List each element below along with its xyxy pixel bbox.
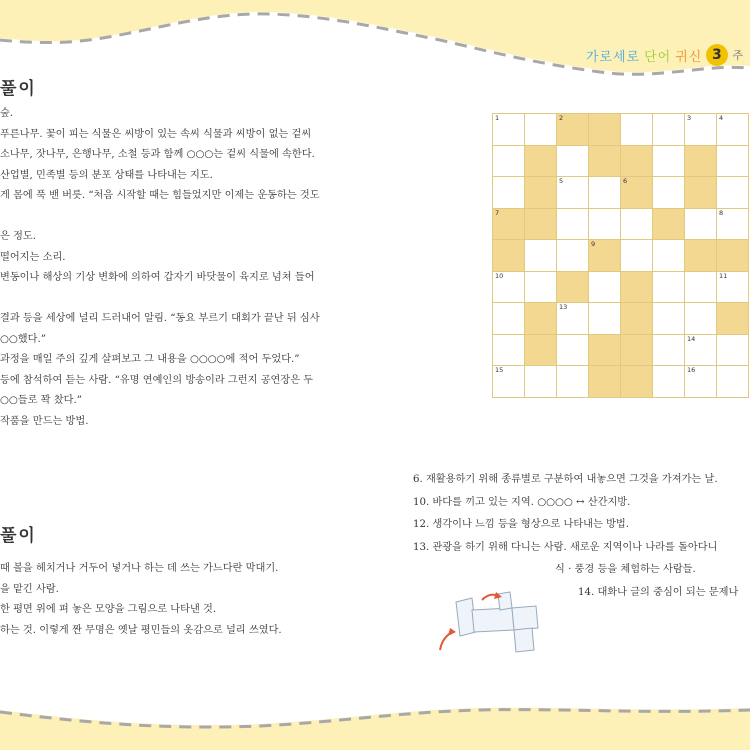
crossword-block-cell <box>684 176 717 209</box>
clue-line: 떨어지는 소리. <box>0 251 66 263</box>
crossword-block-cell <box>556 271 589 304</box>
crossword-answer-cell[interactable] <box>492 113 525 146</box>
clue-line: 숲. <box>0 108 14 119</box>
crossword-answer-cell[interactable] <box>716 271 749 304</box>
clue-line: 작품을 만드는 방법. <box>0 415 89 427</box>
down-section-title: 풀이 <box>0 526 37 546</box>
crossword-answer-cell[interactable] <box>684 271 717 304</box>
clue-line <box>0 207 320 228</box>
clue-line: 하는 것. 이렇게 짠 무명은 옛날 평민들의 옷감으로 널리 쓰였다. <box>0 624 282 636</box>
clue-number: 11 <box>719 271 728 280</box>
clue-line <box>0 289 320 310</box>
crossword-block-cell <box>716 302 749 335</box>
crossword-block-cell <box>684 145 717 178</box>
page-header-label <box>586 44 744 66</box>
header-title-part3: 귀신 <box>675 49 703 65</box>
crossword-answer-cell[interactable] <box>684 208 717 241</box>
crossword-answer-cell[interactable] <box>652 302 685 335</box>
chapter-tail: 주 <box>732 49 744 62</box>
clue-line: 때 볼을 헤치거나 거두어 넣거나 하는 데 쓰는 가느다란 막대기. <box>0 563 279 574</box>
crossword-block-cell <box>620 145 653 178</box>
crossword-grid <box>492 113 750 401</box>
crossword-block-cell <box>492 239 525 272</box>
crossword-answer-cell[interactable] <box>492 365 525 398</box>
across-section-title: 풀이 <box>0 79 37 99</box>
crossword-block-cell <box>556 113 589 146</box>
clue-line: 10. 바다를 끼고 있는 지역. ○○○○ ↔ 산간지방. <box>413 496 631 508</box>
crossword-answer-cell[interactable] <box>556 365 589 398</box>
crossword-answer-cell[interactable] <box>652 239 685 272</box>
crossword-block-cell <box>524 145 557 178</box>
crossword-block-cell <box>620 334 653 367</box>
crossword-answer-cell[interactable] <box>556 208 589 241</box>
crossword-answer-cell[interactable] <box>556 334 589 367</box>
clue-line: 은 정도. <box>0 231 36 242</box>
crossword-answer-cell[interactable] <box>524 239 557 272</box>
clue-line: 변동이나 해상의 기상 변화에 의하여 갑자기 바닷물이 육지로 넘쳐 들어 <box>0 272 315 283</box>
crossword-block-cell <box>524 302 557 335</box>
clue-line: 소나무, 잣나무, 은행나무, 소철 등과 함께 ○○○는 겉씨 식물에 속한다. <box>0 149 315 160</box>
clue-number: 7 <box>495 208 500 217</box>
crossword-answer-cell[interactable] <box>588 302 621 335</box>
clue-number: 10 <box>495 271 504 280</box>
crossword-answer-cell[interactable] <box>716 365 749 398</box>
crossword-answer-cell[interactable] <box>652 176 685 209</box>
crossword-answer-cell[interactable] <box>716 113 749 146</box>
clue-line: 12. 생각이나 느낌 등을 형상으로 나타내는 방법. <box>413 519 630 530</box>
clue-number: 4 <box>719 114 724 122</box>
crossword-answer-cell[interactable] <box>492 176 525 209</box>
crossword-block-cell <box>620 271 653 304</box>
crossword-answer-cell[interactable] <box>716 176 749 209</box>
clue-line: ○○들로 꽉 찼다.” <box>0 395 82 406</box>
crossword-answer-cell[interactable] <box>620 239 653 272</box>
crossword-answer-cell[interactable] <box>652 334 685 367</box>
crossword-answer-cell[interactable] <box>524 271 557 304</box>
clue-line: 6. 재활용하기 위해 종류별로 구분하여 내놓으면 그것을 가져가는 날. <box>413 474 718 485</box>
crossword-block-cell <box>588 334 621 367</box>
header-title-part1: 가로세로 <box>585 49 641 65</box>
crossword-answer-cell[interactable] <box>684 113 717 146</box>
clue-line: 산업별, 민족별 등의 분포 상태를 나타내는 지도. <box>0 169 213 181</box>
crossword-block-cell <box>588 239 621 272</box>
crossword-block-cell <box>620 176 653 209</box>
crossword-answer-cell[interactable] <box>524 365 557 398</box>
header-title-part2: 단어 <box>644 49 672 65</box>
clue-number: 8 <box>719 208 724 217</box>
crossword-answer-cell[interactable] <box>588 176 621 209</box>
crossword-block-cell <box>620 365 653 398</box>
clue-number: 6 <box>623 177 628 185</box>
crossword-answer-cell[interactable] <box>684 365 717 398</box>
crossword-answer-cell[interactable] <box>652 145 685 178</box>
crossword-answer-cell[interactable] <box>684 334 717 367</box>
crossword-answer-cell[interactable] <box>556 239 589 272</box>
crossword-answer-cell[interactable] <box>684 302 717 335</box>
crossword-answer-cell[interactable] <box>716 334 749 367</box>
box-net-illustration <box>436 590 556 660</box>
clue-number: 15 <box>495 366 504 374</box>
clue-number: 14 <box>687 334 696 343</box>
crossword-block-cell <box>588 145 621 178</box>
crossword-block-cell <box>652 208 685 241</box>
crossword-answer-cell[interactable] <box>492 271 525 304</box>
crossword-block-cell <box>492 208 525 241</box>
clue-line: ○○했다.” <box>0 333 46 345</box>
crossword-block-cell <box>588 113 621 146</box>
crossword-answer-cell[interactable] <box>588 208 621 241</box>
crossword-block-cell <box>588 365 621 398</box>
crossword-answer-cell[interactable] <box>556 302 589 335</box>
clue-number: 16 <box>687 366 696 374</box>
crossword-answer-cell[interactable] <box>492 145 525 178</box>
clue-number: 2 <box>559 114 564 122</box>
crossword-block-cell <box>524 176 557 209</box>
crossword-block-cell <box>524 334 557 367</box>
chapter-badge: 3 <box>706 44 728 66</box>
crossword-answer-cell[interactable] <box>556 176 589 209</box>
crossword-answer-cell[interactable] <box>620 113 653 146</box>
right-clue-list <box>413 469 738 604</box>
crossword-answer-cell[interactable] <box>652 365 685 398</box>
crossword-answer-cell[interactable] <box>588 271 621 304</box>
clue-number: 9 <box>591 240 596 248</box>
clue-line: 푸른나무. 꽃이 피는 식물은 씨방이 있는 속씨 식물과 씨방이 없는 겉씨 <box>0 128 312 140</box>
clue-line: 13. 관광을 하기 위해 다니는 사람. 새로운 지역이나 나라를 돌아다니 <box>413 541 718 553</box>
crossword-answer-cell[interactable] <box>716 208 749 241</box>
crossword-answer-cell[interactable] <box>492 302 525 335</box>
bottom-wave-band <box>0 690 750 750</box>
crossword-answer-cell[interactable] <box>716 145 749 178</box>
clue-number: 5 <box>559 177 564 185</box>
crossword-answer-cell[interactable] <box>652 113 685 146</box>
clue-number: 3 <box>687 114 692 122</box>
clue-line: 게 몸에 푹 밴 버릇. “처음 시작할 때는 힘들었지만 이제는 운동하는 것도 <box>0 190 320 201</box>
clue-line: 등에 참석하여 듣는 사람. “유명 연예인의 방송이라 그런지 공연장은 두 <box>0 374 314 386</box>
crossword-block-cell <box>716 239 749 272</box>
crossword-block-cell <box>524 208 557 241</box>
crossword-block-cell <box>620 302 653 335</box>
crossword-answer-cell[interactable] <box>492 334 525 367</box>
clue-number: 13 <box>559 303 568 311</box>
clue-line: 과정을 매일 주의 깊게 살펴보고 그 내용을 ○○○○에 적어 두었다.” <box>0 354 300 365</box>
down-clue-list <box>0 559 282 641</box>
clue-line: 결과 등을 세상에 널리 드러내어 알림. “동요 부르기 대회가 끝난 뒤 심사 <box>0 313 320 324</box>
across-clue-list <box>0 104 320 432</box>
top-wave-band <box>0 0 750 80</box>
clue-line: 을 맡긴 사람. <box>0 583 59 595</box>
crossword-answer-cell[interactable] <box>556 145 589 178</box>
clue-line: 식 · 풍경 등을 체험하는 사람들. <box>555 564 696 575</box>
crossword-answer-cell[interactable] <box>524 113 557 146</box>
clue-line: 14. 대화나 글의 중심이 되는 문제나 <box>578 586 739 598</box>
crossword-block-cell <box>684 239 717 272</box>
clue-line: 한 평면 위에 펴 놓은 모양을 그림으로 나타낸 것. <box>0 604 217 615</box>
crossword-answer-cell[interactable] <box>620 208 653 241</box>
crossword-answer-cell[interactable] <box>652 271 685 304</box>
clue-number: 1 <box>495 114 500 122</box>
